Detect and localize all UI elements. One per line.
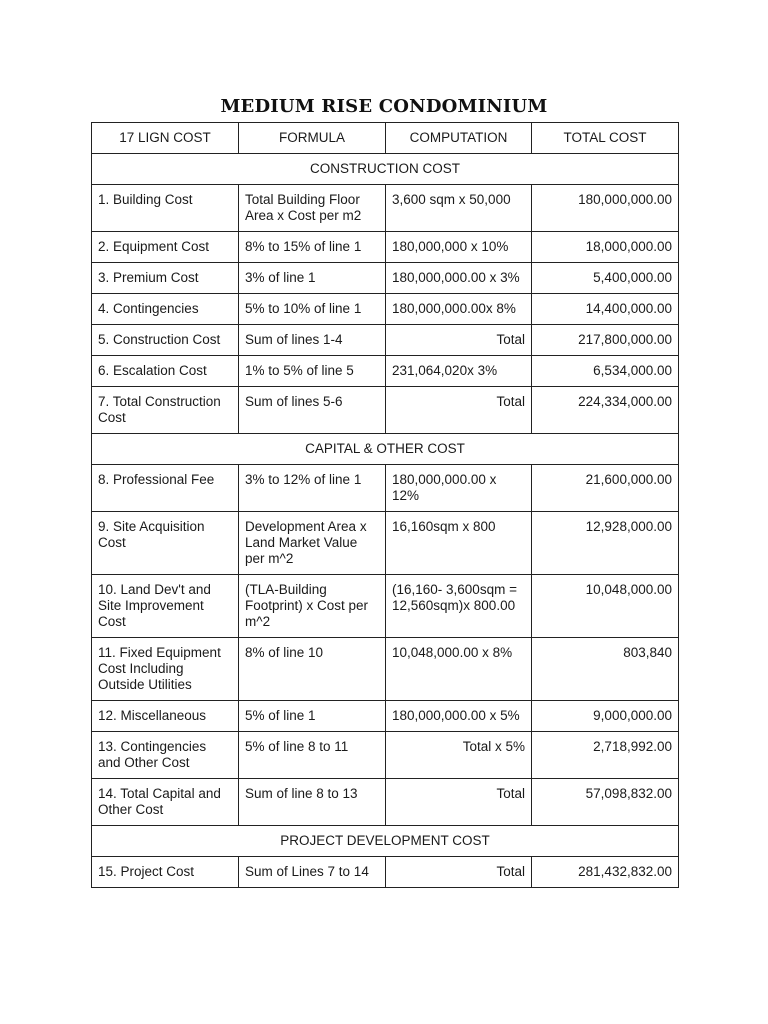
- formula-cell: 5% to 10% of line 1: [239, 294, 386, 325]
- item-cell: 10. Land Dev't and Site Improvement Cost: [92, 575, 239, 638]
- table-row: [92, 387, 679, 434]
- total-cell: 6,534,000.00: [532, 356, 679, 387]
- computation-cell: 180,000,000 x 10%: [386, 232, 532, 263]
- header-line-cost: 17 LIGN COST: [92, 123, 239, 154]
- table-row: [92, 638, 679, 701]
- formula-cell: Sum of line 8 to 13: [239, 779, 386, 826]
- computation-cell: 180,000,000.00 x 3%: [386, 263, 532, 294]
- item-cell: 1. Building Cost: [92, 185, 239, 232]
- item-cell: 8. Professional Fee: [92, 465, 239, 512]
- total-cell: 224,334,000.00: [532, 387, 679, 434]
- table-row: [92, 512, 679, 575]
- computation-cell: Total: [386, 779, 532, 826]
- total-cell: 12,928,000.00: [532, 512, 679, 575]
- item-cell: 7. Total Construction Cost: [92, 387, 239, 434]
- total-cell: 2,718,992.00: [532, 732, 679, 779]
- table-row: [92, 263, 679, 294]
- table-row: [92, 857, 679, 888]
- section-construction-cost: CONSTRUCTION COST: [92, 154, 679, 185]
- computation-cell: 16,160sqm x 800: [386, 512, 532, 575]
- computation-cell: 180,000,000.00x 8%: [386, 294, 532, 325]
- computation-cell: (16,160- 3,600sqm = 12,560sqm)x 800.00: [386, 575, 532, 638]
- table-row: [92, 294, 679, 325]
- table-row: [92, 465, 679, 512]
- formula-cell: 5% of line 8 to 11: [239, 732, 386, 779]
- total-cell: 5,400,000.00: [532, 263, 679, 294]
- total-cell: 9,000,000.00: [532, 701, 679, 732]
- formula-cell: 3% to 12% of line 1: [239, 465, 386, 512]
- table-row: [92, 575, 679, 638]
- item-cell: 14. Total Capital and Other Cost: [92, 779, 239, 826]
- total-cell: 14,400,000.00: [532, 294, 679, 325]
- table-row: [92, 779, 679, 826]
- item-cell: 3. Premium Cost: [92, 263, 239, 294]
- item-cell: 15. Project Cost: [92, 857, 239, 888]
- section-row: [92, 826, 679, 857]
- computation-cell: Total: [386, 325, 532, 356]
- header-computation: COMPUTATION: [386, 123, 532, 154]
- item-cell: 11. Fixed Equipment Cost Including Outside Utilities: [92, 638, 239, 701]
- section-row: [92, 154, 679, 185]
- table-row: [92, 185, 679, 232]
- formula-cell: Sum of Lines 7 to 14: [239, 857, 386, 888]
- item-cell: 13. Contingencies and Other Cost: [92, 732, 239, 779]
- formula-cell: (TLA-Building Footprint) x Cost per m^2: [239, 575, 386, 638]
- total-cell: 281,432,832.00: [532, 857, 679, 888]
- item-cell: 2. Equipment Cost: [92, 232, 239, 263]
- formula-cell: Sum of lines 5-6: [239, 387, 386, 434]
- table-row: [92, 356, 679, 387]
- section-project-development-cost: PROJECT DEVELOPMENT COST: [92, 826, 679, 857]
- computation-cell: Total x 5%: [386, 732, 532, 779]
- computation-cell: Total: [386, 387, 532, 434]
- total-cell: 803,840: [532, 638, 679, 701]
- table-row: [92, 325, 679, 356]
- total-cell: 18,000,000.00: [532, 232, 679, 263]
- section-capital-other-cost: CAPITAL & OTHER COST: [92, 434, 679, 465]
- header-row: [92, 123, 679, 154]
- header-formula: FORMULA: [239, 123, 386, 154]
- section-row: [92, 434, 679, 465]
- cost-table: [91, 122, 679, 888]
- item-cell: 6. Escalation Cost: [92, 356, 239, 387]
- formula-cell: Sum of lines 1-4: [239, 325, 386, 356]
- header-total-cost: TOTAL COST: [532, 123, 679, 154]
- table-row: [92, 732, 679, 779]
- document-title: MEDIUM RISE CONDOMINIUM: [220, 96, 548, 117]
- total-cell: 57,098,832.00: [532, 779, 679, 826]
- computation-cell: 180,000,000.00 x 12%: [386, 465, 532, 512]
- item-cell: 12. Miscellaneous: [92, 701, 239, 732]
- formula-cell: 8% of line 10: [239, 638, 386, 701]
- item-cell: 9. Site Acquisition Cost: [92, 512, 239, 575]
- formula-cell: 1% to 5% of line 5: [239, 356, 386, 387]
- formula-cell: Total Building Floor Area x Cost per m2: [239, 185, 386, 232]
- computation-cell: 3,600 sqm x 50,000: [386, 185, 532, 232]
- formula-cell: 3% of line 1: [239, 263, 386, 294]
- total-cell: 10,048,000.00: [532, 575, 679, 638]
- total-cell: 21,600,000.00: [532, 465, 679, 512]
- formula-cell: 5% of line 1: [239, 701, 386, 732]
- table-row: [92, 232, 679, 263]
- formula-cell: 8% to 15% of line 1: [239, 232, 386, 263]
- computation-cell: Total: [386, 857, 532, 888]
- computation-cell: 180,000,000.00 x 5%: [386, 701, 532, 732]
- total-cell: 217,800,000.00: [532, 325, 679, 356]
- computation-cell: 231,064,020x 3%: [386, 356, 532, 387]
- item-cell: 5. Construction Cost: [92, 325, 239, 356]
- computation-cell: 10,048,000.00 x 8%: [386, 638, 532, 701]
- formula-cell: Development Area x Land Market Value per m^2: [239, 512, 386, 575]
- item-cell: 4. Contingencies: [92, 294, 239, 325]
- total-cell: 180,000,000.00: [532, 185, 679, 232]
- table-row: [92, 701, 679, 732]
